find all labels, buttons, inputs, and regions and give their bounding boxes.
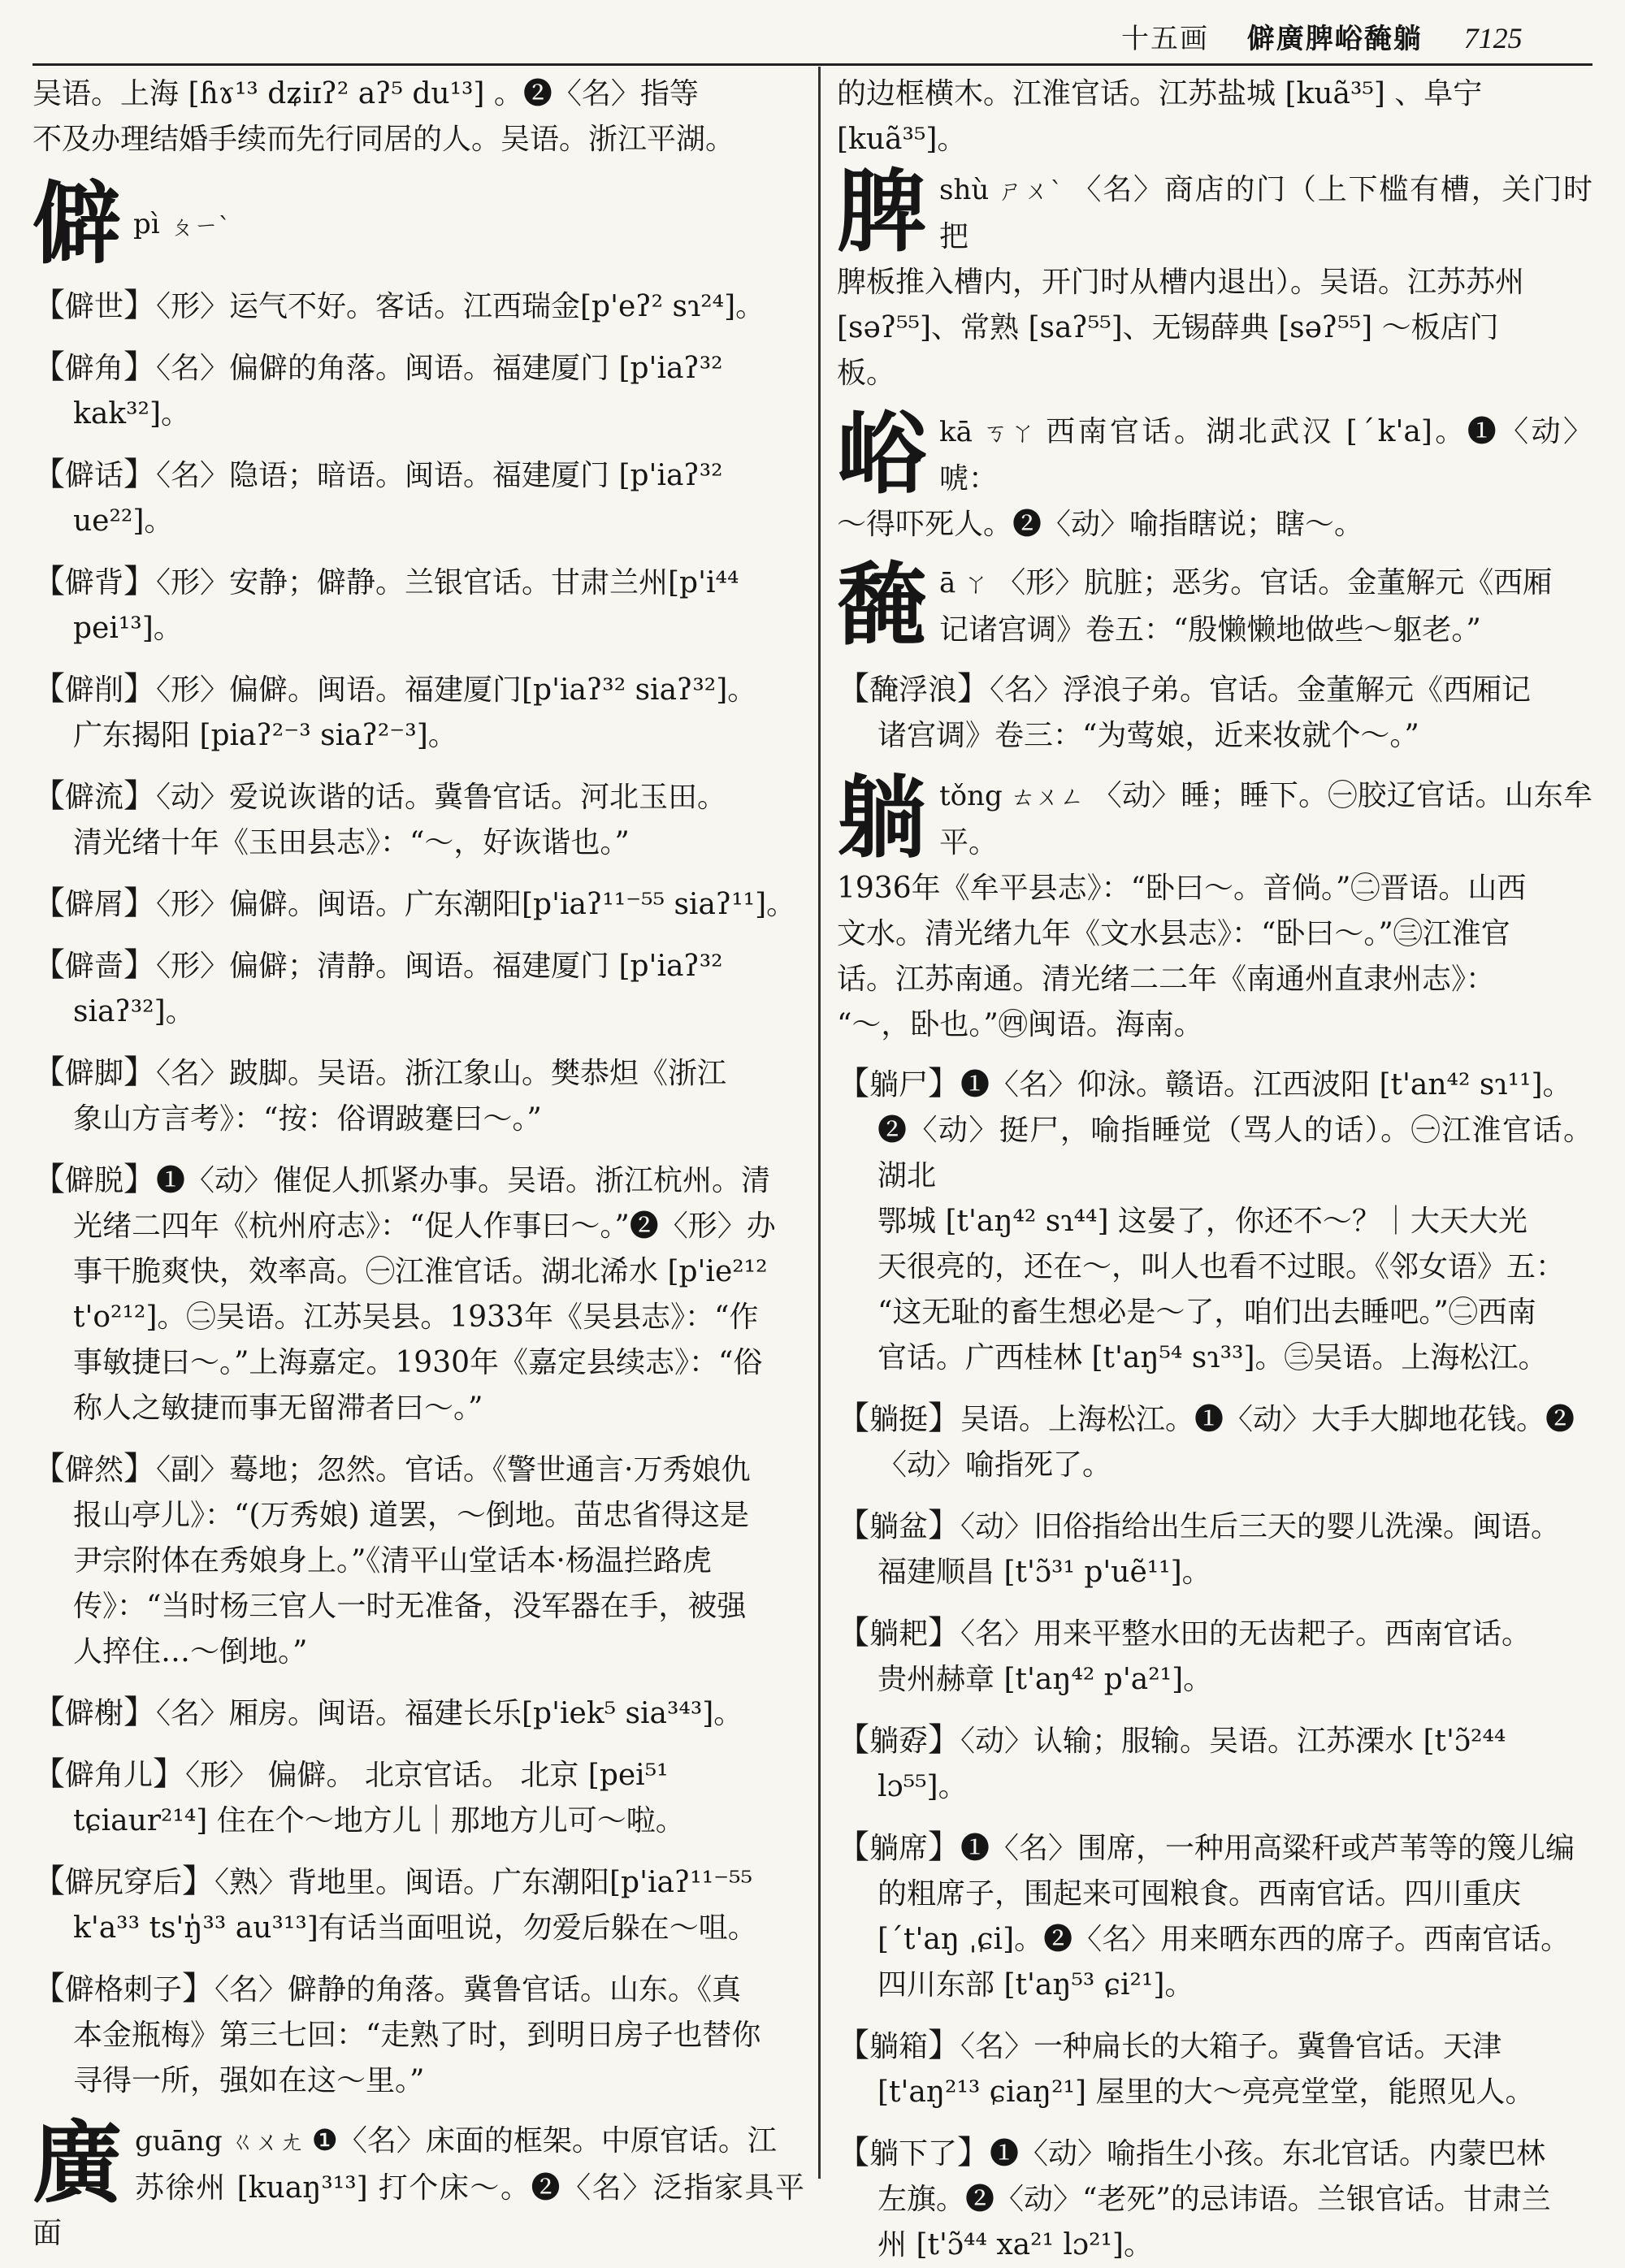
close-bracket: 】 [928, 1400, 961, 1437]
close-bracket: 】 [124, 670, 157, 708]
zhuyin-reading: ㄆㄧˋ [169, 213, 231, 241]
close-bracket: 】 [928, 1065, 961, 1102]
definition-line: 称人之敏捷而事无留滞者曰～。” [73, 1392, 483, 1425]
definition-line: ue²²]。 [73, 504, 174, 538]
entry-headword: 僻背 [65, 566, 124, 599]
headword-character-block [837, 159, 1592, 396]
definition-line: tɕiaur²¹⁴] 住在个～地方儿｜那地方儿可～啦。 [73, 1804, 685, 1837]
entry-headword-line [837, 1829, 1575, 1866]
entry-first-line [32, 1157, 804, 1204]
definition-line: 广东揭阳 [piaʔ²⁻³ siaʔ²⁻³]。 [73, 719, 457, 752]
running-head [1121, 18, 1576, 58]
left-column [32, 71, 804, 2250]
open-bracket: 【 [837, 1507, 869, 1544]
definition-line: 1936年《牟平县志》：“卧曰～。音倘。”㊁晋语。山西 [837, 872, 1527, 905]
definition-line: 脾板推入槽内，开门时从槽内退出）。吴语。江苏苏州 [837, 266, 1525, 299]
entry-headword: 僻世 [65, 290, 124, 323]
entry-first-line [837, 1396, 1592, 1443]
definition-line: 〈名〉浮浪子弟。官话。金董解元《西厢记 [990, 673, 1532, 707]
dictionary-entry [32, 881, 804, 928]
entry-first-line [32, 773, 804, 820]
entry-first-line [32, 452, 804, 499]
entry-headword-line [32, 1450, 751, 1487]
zhuyin-reading: ㄊㄨㄥ [1010, 783, 1085, 812]
dictionary-entry [837, 1824, 1592, 2008]
entry-headword-line [837, 1507, 1561, 1544]
entry-first-line [32, 942, 804, 989]
open-bracket: 【 [32, 1054, 65, 1091]
definition-line: 州 [t'ɔ̃⁴⁴ xa²¹ lɔ²¹]。 [878, 2228, 1153, 2262]
definition-line: 文水。清光绪九年《文水县志》：“卧曰～。”㊂江淮官 [837, 917, 1510, 950]
running-head-stroke-label: 十五画 [1121, 23, 1209, 55]
definition-line: 〈熟〉背地里。闽语。广东潮阳[p'iaʔ¹¹⁻⁵⁵ [214, 1866, 753, 1899]
entry-headword-line [32, 456, 723, 493]
zhuyin-reading: ㄚ [964, 570, 989, 599]
entry-first-line [32, 344, 804, 392]
definition-line: 〈动〉旧俗指给出生后三天的婴儿洗澡。闽语。 [960, 1510, 1561, 1543]
dictionary-entry [837, 2130, 1592, 2268]
dictionary-entry [32, 452, 804, 544]
open-bracket: 【 [32, 1970, 65, 2007]
close-bracket: 】 [957, 2134, 990, 2171]
open-bracket: 【 [32, 1450, 65, 1487]
definition-line: ❷〈动〉挺尸，喻指睡觉（骂人的话）。㊀江淮官话。湖北 [878, 1114, 1592, 1192]
definition-line: 吴语。上海松江。❶〈动〉大手大脚地花钱。❷ [960, 1403, 1575, 1436]
entry-first-line [837, 1824, 1592, 1872]
entry-headword-line [32, 1694, 743, 1731]
page-number: 7125 [1463, 22, 1523, 54]
dictionary-entry [837, 1717, 1592, 1810]
entry-headword-line [837, 1614, 1532, 1651]
open-bracket: 【 [32, 1755, 65, 1793]
entry-headword: 僻角儿 [65, 1759, 154, 1792]
definition-line: kak³²]。 [73, 397, 191, 431]
entry-headword: 僻脚 [65, 1057, 124, 1090]
entry-first-line [32, 1966, 804, 2013]
definition-line: 话。江苏南通。清光绪二二年《南通州直隶州志》： [837, 963, 1496, 996]
pinyin-reading: pì [133, 208, 160, 240]
zhuyin-reading: ㄕㄨˋ [997, 177, 1064, 206]
close-bracket: 】 [124, 885, 157, 922]
definition-line: 官话。广西桂林 [t'aŋ⁵⁴ sɿ³³]。㊂吴语。上海松江。 [878, 1341, 1548, 1374]
entry-first-line [837, 666, 1592, 713]
definition-line: siaʔ³²]。 [73, 995, 195, 1028]
close-bracket: 】 [124, 456, 157, 493]
entry-headword-line [837, 1400, 1575, 1437]
close-bracket: 】 [124, 563, 157, 600]
entry-headword: 躺尸 [869, 1068, 929, 1102]
headword-first-line [837, 159, 1592, 264]
column-divider [818, 67, 821, 2179]
definition-line: 〈名〉偏僻的角落。闽语。福建厦门 [p'iaʔ³² [156, 352, 723, 385]
definition-line: 报山亭儿》：“(万秀娘) 道罢，～倒地。苗忠省得这是 [73, 1499, 749, 1532]
dictionary-entry [837, 1396, 1592, 1488]
definition-line: k'a³³ ts'ŋ̍³³ au³¹³]有话当面咀说，勿爱后躲在～咀。 [73, 1911, 757, 1945]
definition-line: 板。 [837, 357, 896, 390]
dictionary-entry [32, 344, 804, 437]
headword-character-block [32, 171, 804, 276]
definition-line: 苏徐州 [kuaŋ³¹³] 打个床～。❷〈名〉泛指家具平面 [32, 2171, 804, 2250]
definition-line: 人捽住…～倒地。” [73, 1635, 308, 1669]
open-bracket: 【 [32, 670, 65, 708]
text-line: 的边框横木。江淮官话。江苏盐城 [kuã³⁵] 、阜宁 [837, 77, 1483, 110]
entry-headword-line [32, 946, 723, 984]
definition-line: [t'aŋ²¹³ ɕiaŋ²¹] 屋里的大～亮亮堂堂，能照见人。 [878, 2075, 1535, 2109]
headword-character: 僻 [32, 171, 122, 276]
zhuyin-reading: ㄎㄚ [980, 419, 1038, 448]
entry-first-line [837, 2023, 1592, 2070]
definition-line: 左旗。❷〈动〉“老死”的忌讳语。兰银官话。甘肃兰 [878, 2183, 1551, 2216]
text-line: 不及办理结婚手续而先行同居的人。吴语。浙江平湖。 [32, 123, 735, 156]
open-bracket: 【 [32, 946, 65, 984]
close-bracket: 】 [153, 1755, 186, 1793]
close-bracket: 】 [124, 1161, 157, 1198]
pinyin-reading: kā [939, 416, 973, 448]
entry-headword-line [32, 1970, 742, 2007]
entry-headword: 躺席 [869, 1832, 929, 1865]
definition-line: ～得吓死人。❷〈动〉喻指瞎说；瞎～。 [837, 508, 1364, 541]
dictionary-entry [32, 942, 804, 1035]
entry-headword-line [32, 563, 739, 600]
dictionary-entry [32, 1050, 804, 1142]
entry-headword: 僻榭 [65, 1697, 124, 1730]
dictionary-entry [32, 1966, 804, 2104]
entry-headword-line [32, 885, 796, 922]
definition-line: pei¹³]。 [73, 612, 183, 645]
open-bracket: 【 [837, 670, 869, 708]
headword-character-block [32, 2110, 804, 2257]
dictionary-entry [837, 1061, 1592, 1381]
dictionary-entry [32, 1751, 804, 1844]
definition-line: 〈动〉喻指死了。 [878, 1448, 1112, 1482]
dictionary-entry [837, 1503, 1592, 1595]
definition-line: 〈形〉偏僻。闽语。福建厦门[p'iaʔ³² siaʔ³²]。 [156, 673, 757, 707]
open-bracket: 【 [32, 1694, 65, 1731]
dictionary-entry [32, 773, 804, 866]
entry-first-line [32, 1859, 804, 1906]
running-head-characters: 僻廣脾峪馣躺 [1246, 23, 1423, 55]
entry-headword: 僻削 [65, 673, 124, 707]
entry-first-line [837, 1717, 1592, 1764]
open-bracket: 【 [32, 1161, 65, 1198]
definition-line: 〈名〉跛脚。吴语。浙江象山。樊恭炟《浙江 [156, 1057, 727, 1090]
dictionary-entry [837, 666, 1592, 759]
open-bracket: 【 [837, 2027, 869, 2064]
close-bracket: 】 [124, 777, 157, 815]
open-bracket: 【 [32, 563, 65, 600]
text-line: [kuã³⁵]。 [837, 123, 967, 156]
definition-line: 贵州赫章 [t'aŋ⁴² p'a²¹]。 [878, 1663, 1213, 1696]
pinyin-reading: shù [939, 174, 990, 206]
headword-first-line [32, 2119, 804, 2166]
definition-line: 〈动〉爱说诙谐的话。冀鲁官话。河北玉田。 [156, 781, 727, 814]
definition-line: 〈名〉商店的门（上下槛有槽，关门时把 [939, 173, 1592, 253]
entry-headword-line [32, 670, 757, 708]
definition-line: 〈形〉肮脏；恶劣。官话。金董解元《西厢 [996, 566, 1553, 599]
dictionary-entry [32, 1446, 804, 1675]
close-bracket: 】 [928, 1721, 961, 1759]
headword-first-line [837, 765, 1592, 870]
dictionary-entry [32, 559, 804, 651]
definition-line: 天很亮的，还在～，叫人也看不过眼。《邻女语》五： [878, 1250, 1566, 1283]
entry-headword: 躺箱 [869, 2030, 929, 2063]
definition-line: 〈名〉僻静的角落。冀鲁官话。山东。《真 [214, 1973, 742, 2006]
close-bracket: 】 [928, 1507, 961, 1544]
open-bracket: 【 [837, 1400, 869, 1437]
entry-headword: 僻角 [65, 352, 124, 385]
definition-line: 西南官话。湖北武汉 [ˊk'a]。❶〈动〉唬： [939, 415, 1592, 496]
dictionary-entry [837, 2023, 1592, 2115]
entry-headword: 僻然 [65, 1453, 124, 1487]
open-bracket: 【 [837, 1614, 869, 1651]
definition-line: 诸宫调》卷三：“为莺娘，近来妆就个～。” [878, 719, 1419, 752]
definition-line: ❶〈名〉床面的框架。中原官话。江 [311, 2124, 777, 2158]
close-bracket: 】 [182, 1863, 215, 1900]
definition-line: t'o²¹²]。㊁吴语。江苏吴县。1933年《吴县志》：“作 [73, 1301, 759, 1334]
headword-character: 躺 [837, 765, 926, 870]
open-bracket: 【 [837, 1065, 869, 1102]
entry-headword-line [837, 670, 1532, 708]
definition-line: 事敏捷曰～。”上海嘉定。1930年《嘉定县续志》：“俗 [73, 1346, 763, 1379]
definition-line: 〈动〉睡；睡下。㊀胶辽官话。山东牟平。 [939, 779, 1592, 859]
headword-character: 廣 [32, 2110, 122, 2215]
entry-headword: 僻屑 [65, 888, 124, 921]
entry-headword-line [32, 777, 727, 815]
definition-line: ❶〈动〉喻指生小孩。东北官话。内蒙巴林 [990, 2137, 1546, 2171]
definition-line: lɔ⁵⁵]。 [878, 1770, 968, 1803]
entry-headword: 躺挺 [869, 1403, 929, 1436]
open-bracket: 【 [32, 287, 65, 324]
definition-line: 〈形〉偏僻；清静。闽语。福建厦门 [p'iaʔ³² [156, 950, 723, 983]
definition-line: 〈名〉厢房。闽语。福建长乐[p'iek⁵ sia³⁴³]。 [156, 1697, 743, 1730]
dictionary-entry [32, 1690, 804, 1737]
entry-headword: 躺耙 [869, 1617, 929, 1651]
definition-line: 本金瓶梅》第三七回：“走熟了时，到明日房子也替你 [73, 2019, 761, 2052]
pinyin-reading: guāng [135, 2125, 223, 2158]
entry-first-line [32, 1751, 804, 1798]
text-line: 吴语。上海 [ɦɤ¹³ dʑiɪʔ² aʔ⁵ du¹³] 。❷〈名〉指等 [32, 77, 699, 110]
dictionary-entry [32, 1859, 804, 1951]
entry-headword: 僻格刺子 [65, 1973, 183, 2006]
entry-first-line [837, 1061, 1592, 1108]
headword-first-line [837, 401, 1592, 506]
entry-headword-line [837, 1721, 1506, 1759]
entry-headword: 僻尻穿后 [65, 1866, 183, 1899]
entry-first-line [32, 881, 804, 928]
headword-character-block [837, 401, 1592, 548]
headword-character: 脾 [837, 159, 926, 264]
dictionary-entry [32, 1157, 804, 1431]
entry-first-line [837, 1503, 1592, 1550]
definition-line: ❶〈动〉催促人抓紧办事。吴语。浙江杭州。清 [156, 1164, 771, 1197]
definition-line: 福建顺昌 [t'ɔ̃³¹ p'uẽ¹¹]。 [878, 1556, 1211, 1589]
dictionary-entry [837, 1610, 1592, 1703]
definition-line: ❶〈名〉仰泳。赣语。江西波阳 [t'an⁴² sɿ¹¹]。 [960, 1068, 1572, 1102]
headword-character-block [837, 765, 1592, 1048]
definition-line: 〈名〉隐语；暗语。闽语。福建厦门 [p'iaʔ³² [156, 459, 723, 492]
definition-line: 〈形〉运气不好。客话。江西瑞金[p'eʔ² sɿ²⁴]。 [156, 290, 765, 323]
definition-line: [səʔ⁵⁵]、常熟 [saʔ⁵⁵]、无锡薛典 [səʔ⁵⁵] ～板店门 [837, 311, 1499, 344]
definition-line: 光绪二四年《杭州府志》：“促人作事曰～。”❷〈形〉办 [73, 1210, 776, 1243]
close-bracket: 】 [124, 1054, 157, 1091]
open-bracket: 【 [837, 2134, 869, 2171]
definition-line: [ˊt'aŋ ˌɕi]。❷〈名〉用来晒东西的席子。西南官话。 [878, 1923, 1571, 1956]
entry-headword: 僻啬 [65, 950, 124, 983]
definition-line: 事干脆爽快，效率高。㊀江淮官话。湖北浠水 [p'ie²¹² [73, 1255, 768, 1288]
close-bracket: 】 [124, 1694, 157, 1731]
dictionary-entry [32, 283, 804, 330]
entry-first-line [32, 1690, 804, 1737]
entry-headword: 僻流 [65, 781, 124, 814]
entry-headword-line [32, 1863, 753, 1900]
entry-headword: 僻话 [65, 459, 124, 492]
pinyin-reading: tǒng [939, 780, 1003, 812]
close-bracket: 】 [124, 348, 157, 386]
entry-first-line [32, 1050, 804, 1097]
entry-first-line [32, 666, 804, 713]
definition-line: 〈形〉 偏僻。 北京官话。 北京 [pei⁵¹ [185, 1759, 669, 1792]
definition-line: ❶〈名〉围席，一种用高粱秆或芦苇等的篾儿编 [960, 1832, 1575, 1865]
open-bracket: 【 [32, 1863, 65, 1900]
entry-headword-line [837, 2027, 1502, 2064]
close-bracket: 】 [928, 1614, 961, 1651]
continued-text [837, 71, 1592, 162]
close-bracket: 】 [124, 1450, 157, 1487]
entry-first-line [32, 559, 804, 606]
open-bracket: 【 [837, 1721, 869, 1759]
entry-headword-line [32, 287, 765, 324]
entry-headword-line [837, 2134, 1546, 2171]
definition-line: 鄂城 [t'aŋ⁴² sɿ⁴⁴] 这晏了，你还不～？｜大天大光 [878, 1205, 1528, 1238]
header-rule [32, 63, 1592, 66]
entry-first-line [837, 2130, 1592, 2177]
headword-character-block [837, 552, 1592, 657]
definition-line: 象山方言考》：“按：俗谓跛蹇曰～。” [73, 1102, 542, 1136]
zhuyin-reading: ㄍㄨㄤ [230, 2128, 304, 2157]
entry-first-line [32, 1446, 804, 1493]
open-bracket: 【 [837, 1829, 869, 1866]
entry-headword-line [32, 1161, 771, 1198]
entry-first-line [837, 1610, 1592, 1657]
entry-headword-line [837, 1065, 1572, 1102]
definition-line: 寻得一所，强如在这～里。” [73, 2064, 425, 2097]
definition-line: 的粗席子，围起来可囤粮食。西南官话。四川重庆 [878, 1877, 1522, 1911]
close-bracket: 】 [124, 287, 157, 324]
headword-first-line [837, 561, 1592, 608]
pinyin-reading: ā [939, 567, 956, 599]
definition-line: “～，卧也。”㊃闽语。海南。 [837, 1008, 1203, 1041]
open-bracket: 【 [32, 777, 65, 815]
entry-headword-line [32, 1755, 669, 1793]
open-bracket: 【 [32, 885, 65, 922]
definition-line: 〈名〉一种扁长的大箱子。冀鲁官话。天津 [960, 2030, 1502, 2063]
entry-first-line [32, 283, 804, 330]
definition-line: 〈动〉认输；服输。吴语。江苏溧水 [t'ɔ̃²⁴⁴ [960, 1725, 1506, 1758]
close-bracket: 】 [124, 946, 157, 984]
entry-headword: 僻脱 [65, 1164, 124, 1197]
definition-line: 记诸宫调》卷五：“殷懒懒地做些～躯老。” [939, 613, 1481, 647]
definition-line: 〈形〉偏僻。闽语。广东潮阳[p'iaʔ¹¹⁻⁵⁵ siaʔ¹¹]。 [156, 888, 796, 921]
open-bracket: 【 [32, 348, 65, 386]
definition-line: 〈形〉安静；僻静。兰银官话。甘肃兰州[p'i⁴⁴ [156, 566, 739, 599]
entry-headword: 躺下了 [869, 2137, 958, 2171]
entry-headword: 躺盆 [869, 1510, 929, 1543]
entry-headword: 躺孬 [869, 1725, 929, 1758]
open-bracket: 【 [32, 456, 65, 493]
definition-line: “这无耻的畜生想必是～了，咱们出去睡吧。”㊁西南 [878, 1296, 1536, 1329]
definition-line: 四川东部 [t'aŋ⁵³ ɕi²¹]。 [878, 1968, 1194, 2002]
close-bracket: 】 [928, 1829, 961, 1866]
definition-line: 清光绪十年《玉田县志》：“～，好诙谐也。” [73, 826, 630, 859]
definition-line: 〈副〉蓦地；忽然。官话。《警世通言·万秀娘仇 [156, 1453, 751, 1487]
headword-character: 馣 [837, 552, 926, 657]
close-bracket: 】 [957, 670, 990, 708]
dictionary-entry [32, 666, 804, 759]
entry-headword: 馣浮浪 [869, 673, 958, 707]
right-column [837, 71, 1592, 2262]
definition-line: 尹宗附体在秀娘身上。”《清平山堂话本·杨温拦路虎 [73, 1544, 712, 1578]
definition-line: 〈名〉用来平整水田的无齿耙子。西南官话。 [960, 1617, 1532, 1651]
headword-character: 峪 [837, 401, 926, 506]
continued-text [32, 71, 804, 162]
close-bracket: 】 [928, 2027, 961, 2064]
definition-line: 传》：“当时杨三官人一时无准备，没军器在手，被强 [73, 1590, 747, 1623]
close-bracket: 】 [182, 1970, 215, 2007]
entry-headword-line [32, 348, 723, 386]
entry-headword-line [32, 1054, 727, 1091]
